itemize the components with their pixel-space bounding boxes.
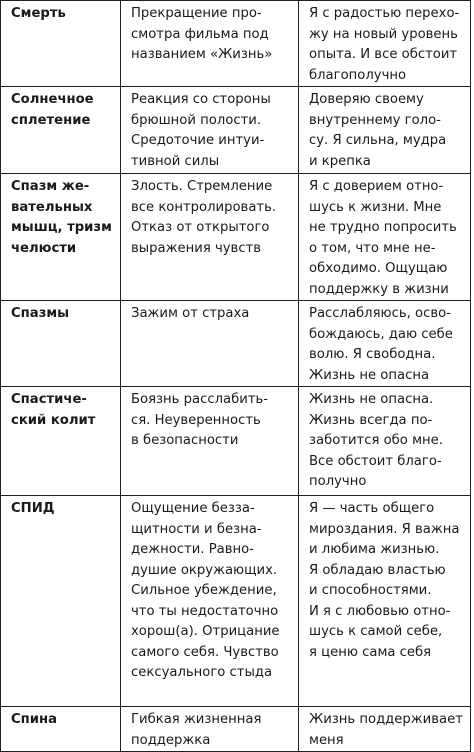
affirmation-text: Я с доверием отно- — [309, 179, 444, 194]
cause-text: брюшной полости. — [131, 112, 262, 128]
cause-text: Средоточие интуи- — [131, 133, 265, 148]
affirmation-text: Я — часть общего — [309, 501, 435, 516]
cause-cell — [121, 1, 299, 87]
cause-text: Злость. Стремление — [131, 179, 273, 194]
affirmation-text: И я с любовью отно- — [309, 603, 451, 619]
cause-text: ся. Неуверенность — [131, 412, 261, 428]
term-cell — [1, 301, 121, 387]
affirmation-cell — [299, 496, 471, 707]
cause-text: выражения чувств — [131, 240, 262, 256]
term-text: Смерть — [11, 6, 66, 21]
affirmation-text: заботится обо мне. — [309, 433, 443, 448]
term-cell — [1, 1, 121, 87]
table-row — [1, 707, 471, 752]
cause-cell — [121, 387, 299, 496]
term-text: Солнечное — [11, 92, 94, 107]
cause-cell — [121, 707, 299, 752]
cause-text: названием «Жизнь» — [131, 47, 273, 62]
affirmation-text: мироздания. Я важна — [309, 521, 460, 537]
affirmation-text: о том, что мне не- — [309, 240, 436, 256]
term-text: Спазм же- — [11, 179, 90, 194]
affirmation-cell — [299, 1, 471, 87]
term-text: сплетение — [11, 112, 91, 128]
cause-text: Боязнь расслабить- — [131, 392, 269, 407]
cause-text: Ощущение безза- — [131, 501, 255, 516]
term-text: Спина — [11, 712, 58, 727]
term-cell — [1, 174, 121, 301]
cause-text: Отказ от открытого — [131, 220, 270, 235]
cause-text: Реакция со стороны — [131, 92, 271, 107]
affirmation-text: шусь к жизни. Мне — [309, 199, 442, 215]
affirmation-cell — [299, 707, 471, 752]
table-row — [1, 496, 471, 707]
cause-text: сексуального стыда — [131, 665, 273, 680]
affirmation-text: жу на новый уровень — [309, 26, 458, 42]
affirmation-text: Жизнь всегда по- — [309, 412, 433, 428]
term-text: СПИД — [11, 501, 55, 516]
table-row — [1, 174, 471, 301]
term-text: вательных — [11, 199, 93, 215]
term-text: Спазмы — [11, 306, 70, 321]
cause-text: Гибкая жизненная — [131, 712, 262, 727]
affirmation-text: не трудно попросить — [309, 220, 457, 235]
affirmation-cell — [299, 174, 471, 301]
affirmation-text: и способностями. — [309, 583, 432, 598]
cause-text: дежности. Равно- — [131, 542, 254, 557]
table-row — [1, 87, 471, 174]
affirmation-text: Жизнь поддерживает — [309, 712, 463, 727]
cause-text: душие окружающих. — [131, 562, 278, 578]
affirmation-text: поддержку в жизни — [309, 281, 449, 297]
affirmation-text: и любима жизнью. — [309, 542, 440, 557]
affirmation-text: шусь к самой себе, — [309, 624, 443, 639]
affirmation-text: я ценю сама себя — [309, 644, 432, 660]
affirmation-text: Расслабляюсь, осво- — [309, 306, 451, 321]
term-text: мышц, тризм — [11, 220, 112, 235]
affirmation-text: бождаюсь, даю себе — [309, 326, 453, 342]
cause-cell — [121, 87, 299, 174]
affirmation-cell — [299, 387, 471, 496]
affirmation-text: Все обстоит благо- — [309, 453, 442, 469]
table-row — [1, 1, 471, 87]
table-row — [1, 301, 471, 387]
affirmation-text: получно — [309, 474, 367, 489]
term-text: челюсти — [11, 240, 77, 256]
affirmation-text: обходимо. Ощущаю — [309, 261, 448, 276]
affirmation-text: внутреннему голо- — [309, 112, 441, 128]
cause-text: смотра фильма под — [131, 26, 269, 42]
cause-text: в безопасности — [131, 433, 239, 448]
cause-text: что ты недостаточно — [131, 603, 279, 619]
cause-cell — [121, 496, 299, 707]
term-text: ский колит — [11, 412, 96, 428]
cause-cell — [121, 174, 299, 301]
cause-text: Сильное убеждение, — [131, 583, 277, 598]
term-text: Спастиче- — [11, 392, 87, 407]
affirmation-text: волю. Я свободна. — [309, 347, 436, 362]
term-cell — [1, 496, 121, 707]
cause-cell — [121, 301, 299, 387]
term-cell — [1, 707, 121, 752]
cause-text: поддержка — [131, 732, 211, 748]
affirmation-text: Доверяю своему — [309, 92, 424, 107]
term-cell — [1, 387, 121, 496]
affirmation-text: меня — [309, 732, 344, 748]
cause-text: все контролировать. — [131, 199, 277, 215]
cause-text: хорош(а). Отрицание — [131, 624, 280, 639]
affirmation-cell — [299, 87, 471, 174]
affirmation-text: Жизнь не опасна. — [309, 392, 434, 407]
cause-text: Прекращение про- — [131, 6, 262, 21]
affirmation-text: благополучно — [309, 67, 407, 83]
cause-text: Зажим от страха — [131, 306, 250, 321]
affirmation-text: и крепка — [309, 153, 371, 169]
cause-text: самого себя. Чувство — [131, 644, 279, 660]
affirmation-cell — [299, 301, 471, 387]
cause-text: тивной силы — [131, 153, 220, 169]
cause-text: щитности и безна- — [131, 521, 262, 537]
affirmation-text: опыта. И все обстоит — [309, 47, 458, 62]
table-row — [1, 387, 471, 496]
affirmation-text: Жизнь не опасна — [309, 367, 430, 383]
affirmation-text: су. Я сильна, мудра — [309, 133, 447, 148]
affirmation-text: Я обладаю властью — [309, 562, 446, 578]
term-cell — [1, 87, 121, 174]
affirmation-text: Я с радостью перехо- — [309, 6, 460, 21]
